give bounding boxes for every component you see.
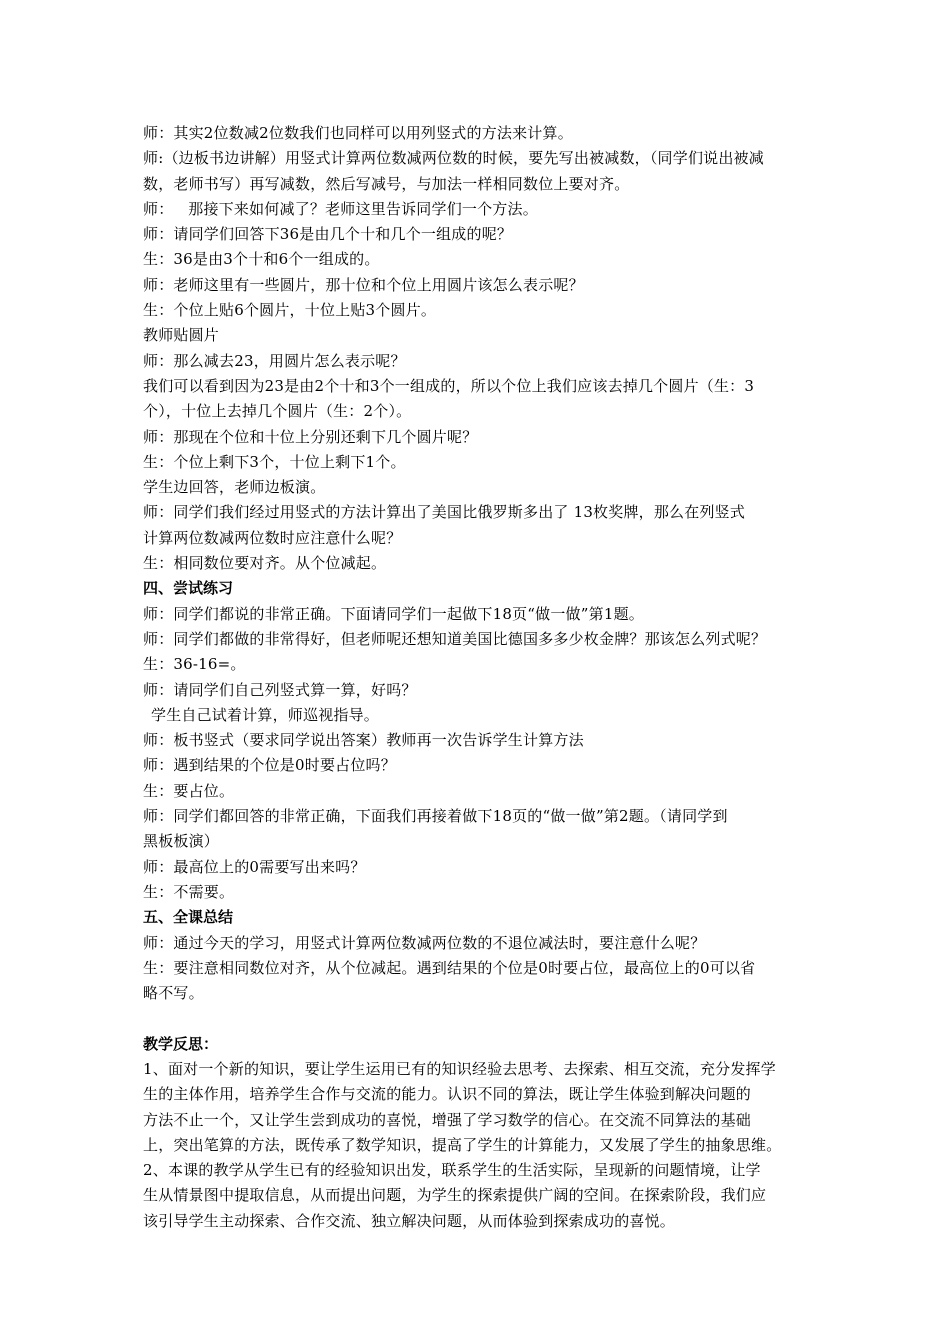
text-line: 生：个位上剩下3个，十位上剩下1个。 bbox=[143, 452, 406, 471]
text-line: 师：遇到结果的个位是0时要占位吗？ bbox=[143, 756, 396, 775]
text-line: 略不写。 bbox=[143, 984, 204, 1003]
text-line: 师：同学们都做的非常得好，但老师呢还想知道美国比德国多多少枚金牌？那该怎么列式呢？ bbox=[143, 629, 767, 648]
text-line: 师：那么减去23，用圆片怎么表示呢？ bbox=[143, 351, 406, 370]
text-line: 师：最高位上的0需要写出来吗？ bbox=[143, 857, 366, 876]
text-line: 数，老师书写）再写减数，然后写减号，与加法一样相同数位上要对齐。 bbox=[143, 174, 630, 193]
text-line: 生：个位上贴6个圆片，十位上贴3个圆片。 bbox=[143, 301, 437, 320]
reflection-line: 2、本课的教学从学生已有的经验知识出发，联系学生的生活实际，呈现新的问题情境，让学 bbox=[143, 1161, 761, 1180]
text-line: 生：36是由3个十和6个一组成的。 bbox=[143, 250, 380, 269]
text-line: 黑板板演） bbox=[143, 832, 220, 851]
section-heading-summary: 五、全课总结 bbox=[143, 908, 234, 927]
text-line: 师：通过今天的学习，用竖式计算两位数减两位数的不退位减法时，要注意什么呢？ bbox=[143, 933, 706, 952]
text-line: 生：相同数位要对齐。从个位减起。 bbox=[143, 554, 387, 573]
text-line: 师：其实2位数减2位数我们也同样可以用列竖式的方法来计算。 bbox=[143, 124, 573, 142]
text-line: 师：板书竖式（要求同学说出答案）教师再一次告诉学生计算方法 bbox=[143, 731, 584, 750]
text-line: 师：请同学们自己列竖式算一算，好吗？ bbox=[143, 680, 417, 699]
reflection-line: 生从情景图中提取信息，从而提出问题，为学生的探索提供广阔的空间。在探索阶段，我们应 bbox=[143, 1186, 767, 1205]
text-line: 师：同学们都回答的非常正确，下面我们再接着做下18页的“做一做”第2题。（请同学到 bbox=[143, 807, 728, 826]
reflection-line: 上，突出笔算的方法，既传承了数学知识，提高了学生的计算能力，又发展了学生的抽象思维。 bbox=[143, 1135, 782, 1154]
text-line: 师:（边板书边讲解）用竖式计算两位数减两位数的时候，要先写出被减数，（同学们说出被减 bbox=[143, 149, 764, 168]
text-line: 师： 那接下来如何减了？老师这里告诉同学们一个方法。 bbox=[143, 199, 538, 218]
text-line: 学生边回答，老师边板演。 bbox=[143, 478, 326, 497]
text-line: 师：请同学们回答下36是由几个十和几个一组成的呢？ bbox=[143, 225, 513, 244]
document-body bbox=[143, 121, 823, 1234]
text-line: 生：要占位。 bbox=[143, 781, 235, 800]
reflection-line: 方法不止一个，又让学生尝到成功的喜悦，增强了学习数学的信心。在交流不同算法的基础 bbox=[143, 1110, 752, 1129]
text-line: 生：不需要。 bbox=[143, 882, 235, 901]
text-line: 生：要注意相同数位对齐，从个位减起。遇到结果的个位是0时要占位，最高位上的0可以省 bbox=[143, 958, 756, 977]
reflection-line: 生的主体作用，培养学生合作与交流的能力。认识不同的算法，既让学生体验到解决问题的 bbox=[143, 1085, 752, 1104]
reflection-line: 1、面对一个新的知识，要让学生运用已有的知识经验去思考、去探索、相互交流，充分发挥学 bbox=[143, 1059, 776, 1078]
text-line: 我们可以看到因为23是由2个十和3个一组成的，所以个位上我们应该去掉几个圆片（生：3 bbox=[143, 376, 755, 395]
text-line: 师：那现在个位和十位上分别还剩下几个圆片呢？ bbox=[143, 427, 478, 446]
text-line: 计算两位数减两位数时应注意什么呢？ bbox=[143, 528, 402, 547]
text-line: 个），十位上去掉几个圆片（生：2个）。 bbox=[143, 402, 412, 421]
reflection-line: 该引导学生主动探索、合作交流、独立解决问题，从而体验到探索成功的喜悦。 bbox=[143, 1211, 676, 1230]
blank-line bbox=[143, 1006, 823, 1031]
section-heading-practice: 四、尝试练习 bbox=[143, 579, 234, 598]
text-line: 教师贴圆片 bbox=[143, 326, 220, 345]
text-line: 生：36-16=。 bbox=[143, 655, 246, 674]
reflection-heading: 教学反思： bbox=[143, 1034, 219, 1053]
text-line: 师：老师这里有一些圆片，那十位和个位上用圆片该怎么表示呢？ bbox=[143, 275, 584, 294]
text-line: 师：同学们都说的非常正确。下面请同学们一起做下18页“做一做”第1题。 bbox=[143, 604, 644, 623]
text-line: 师：同学们我们经过用竖式的方法计算出了美国比俄罗斯多出了 13枚奖牌，那么在列竖式 bbox=[143, 503, 746, 522]
text-line: 学生自己试着计算，师巡视指导。 bbox=[151, 705, 380, 724]
